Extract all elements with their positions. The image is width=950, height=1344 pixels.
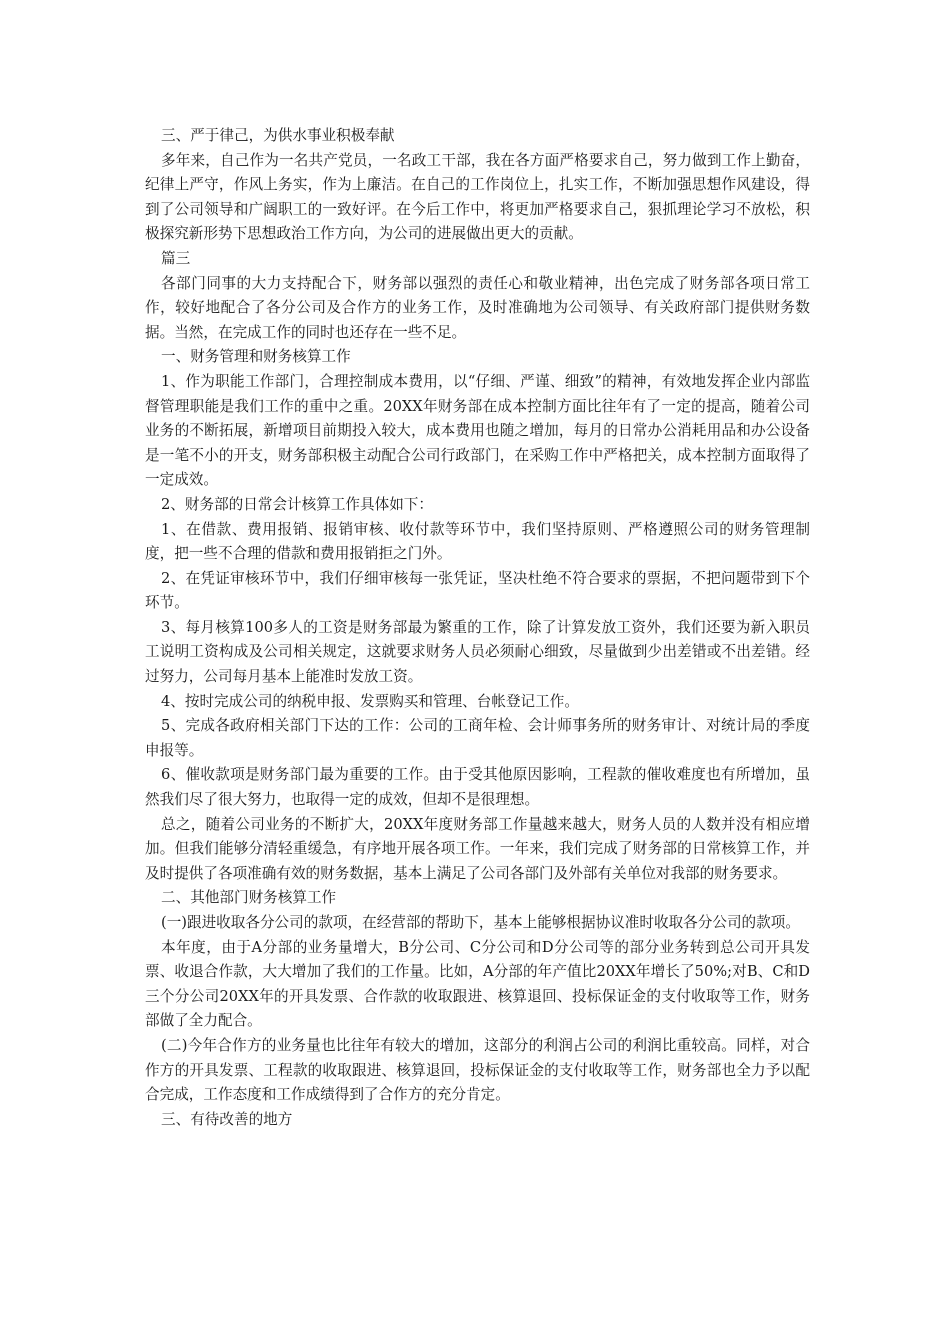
section-heading-3: 三、有待改善的地方 <box>161 1110 293 1128</box>
section-heading-1: 一、财务管理和财务核算工作 <box>161 348 351 366</box>
section-heading-2: 二、其他部门财务核算工作 <box>161 889 337 907</box>
list-item: 3、每月核算100多人的工资是财务部最为繁重的工作，除了计算发放工资外，我们还要为新入职员工说明工资构成及公司相关规定，这就要求财务人员必须耐心细致，尽量做到少出差错或不出差错。经过努力，公司每月基本上能准时发放工资。 <box>145 618 810 686</box>
document-body <box>145 124 810 1132</box>
body-paragraph: 多年来，自己作为一名共产党员，一名政工干部，我在各方面严格要求自己，努力做到工作上勤奋，纪律上严守，作风上务实，作为上廉洁。在自己的工作岗位上，扎实工作，不断加强思想作风建设，得到了公司领导和广阔职工的一致好评。在今后工作中，将更加严格要求自己，狠抓理论学习不放松，积极探究新形势下思想政治工作方向，为公司的进展做出更大的贡献。 <box>145 151 810 243</box>
body-paragraph: 各部门同事的大力支持配合下，财务部以强烈的责任心和敬业精神，出色完成了财务部各项日常工作，较好地配合了各分公司及合作方的业务工作，及时准确地为公司领导、有关政府部门提供财务数据。当然，在完成工作的同时也还存在一些不足。 <box>145 274 810 341</box>
list-item: 2、在凭证审核环节中，我们仔细审核每一张凭证，坚决杜绝不符合要求的票据，不把问题带到下个环节。 <box>145 569 810 612</box>
body-paragraph: 本年度，由于A分部的业务量增大，B分公司、C分公司和D分公司等的部分业务转到总公司开具发票、收退合作款，大大增加了我们的工作量。比如，A分部的年产值比20XX年增长了50%;对B、C和D三个分公司20XX年的开具发票、合作款的收取跟进、核算退回、投标保证金的支付收取等工作，财务部做了全力配合。 <box>145 938 810 1030</box>
body-paragraph: 1、作为职能工作部门，合理控制成本费用，以“仔细、严谨、细致”的精神，有效地发挥企业内部监督管理职能是我们工作的重中之重。20XX年财务部在成本控制方面比往年有了一定的提高，随着公司业务的不断拓展，新增项目前期投入较大，成本费用也随之增加，每月的日常办公消耗用品和办公设备是一笔不小的开支，财务部积极主动配合公司行政部门，在采购工作中严格把关，成本控制方面取得了一定成效。 <box>145 372 810 489</box>
list-item: 5、完成各政府相关部门下达的工作：公司的工商年检、会计师事务所的财务审计、对统计局的季度申报等。 <box>145 717 810 759</box>
body-paragraph: 2、财务部的日常会计核算工作具体如下： <box>161 495 433 513</box>
list-item: 4、按时完成公司的纳税申报、发票购买和管理、台帐登记工作。 <box>161 692 579 710</box>
body-paragraph: 总之，随着公司业务的不断扩大，20XX年度财务部工作量越来越大，财务人员的人数并没有相应增加。但我们能够分清轻重缓急，有序地开展各项工作。一年来，我们完成了财务部的日常核算工作，并及时提供了各项准确有效的财务数据，基本上满足了公司各部门及外部有关单位对我部的财务要求。 <box>145 815 810 882</box>
section-heading-3: 三、严于律己，为供水事业积极奉献 <box>161 127 395 144</box>
chapter-heading: 篇三 <box>161 249 191 267</box>
body-paragraph: (一)跟进收取各分公司的款项，在经营部的帮助下，基本上能够根据协议准时收取各分公司的款项。 <box>161 914 800 931</box>
list-item: 6、催收款项是财务部门最为重要的工作。由于受其他原因影响，工程款的催收难度也有所增加，虽然我们尽了很大努力，也取得一定的成效，但却不是很理想。 <box>145 766 810 809</box>
body-paragraph: (二)今年合作方的业务量也比往年有较大的增加，这部分的利润占公司的利润比重较高。同样，对合作方的开具发票、工程款的收取跟进、核算退回，投标保证金的支付收取等工作，财务部也全力予以配合完成，工作态度和工作成绩得到了合作方的充分肯定。 <box>145 1036 810 1104</box>
list-item: 1、在借款、费用报销、报销审核、收付款等环节中，我们坚持原则、严格遵照公司的财务管理制度，把一些不合理的借款和费用报销拒之门外。 <box>145 520 810 563</box>
